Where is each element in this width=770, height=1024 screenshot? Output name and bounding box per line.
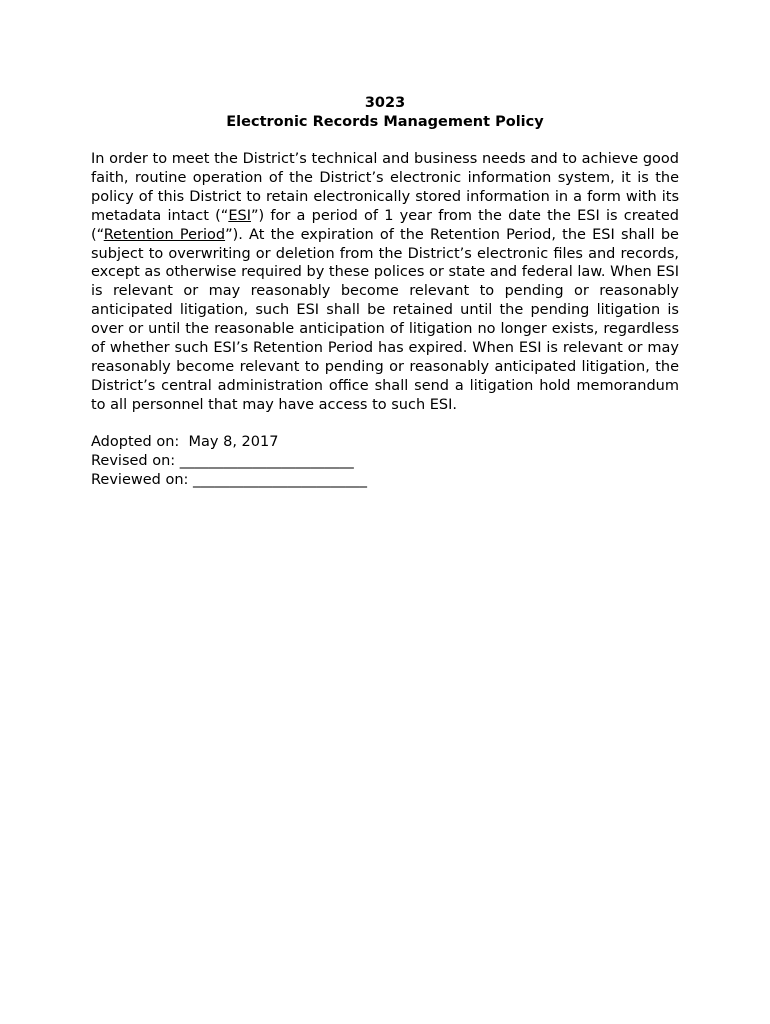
revised-on-line: Revised on: ________________________ xyxy=(91,452,354,469)
policy-body-paragraph xyxy=(91,150,679,415)
reviewed-on-line: Reviewed on: ________________________ xyxy=(91,471,368,488)
body-text-part-3: ”). At the expiration of the Retention Period, the ESI shall be subject to overwriting or deletion from the District’s electronic files and records, except as otherwise required by these polices or state and federal law. When ESI is relevant or may reasonably become relevant to pending or reasonably anticipated litigation, such ESI shall be retained until the pending litigation is over or until the reasonable anticipation of litigation no longer exists, regardless of whether such ESI’s Retention Period has expired. When ESI is relevant or may reasonably become relevant to pending or reasonably anticipated litigation, the District’s central administration office shall send a litigation hold memorandum to all personnel that may have access to such ESI. xyxy=(91,226,679,413)
body-text-part-1: In order to meet the District’s technical and business needs and to achieve good faith, routine operation of the District’s electronic information system, it is the policy of this District to retain electronically stored information in a form with its metadata intact (“ xyxy=(91,151,679,224)
body-text-part-2: ”) for a period of 1 year from the date the ESI is created (“ xyxy=(91,207,679,243)
policy-title: Electronic Records Management Policy xyxy=(226,114,544,130)
defined-term-esi: ESI xyxy=(228,207,251,224)
policy-number: 3023 xyxy=(364,95,406,111)
policy-dates xyxy=(91,433,679,490)
adopted-on-line: Adopted on: May 8, 2017 xyxy=(91,433,279,450)
defined-term-retention-period: Retention Period xyxy=(103,226,226,243)
policy-document xyxy=(91,94,679,489)
